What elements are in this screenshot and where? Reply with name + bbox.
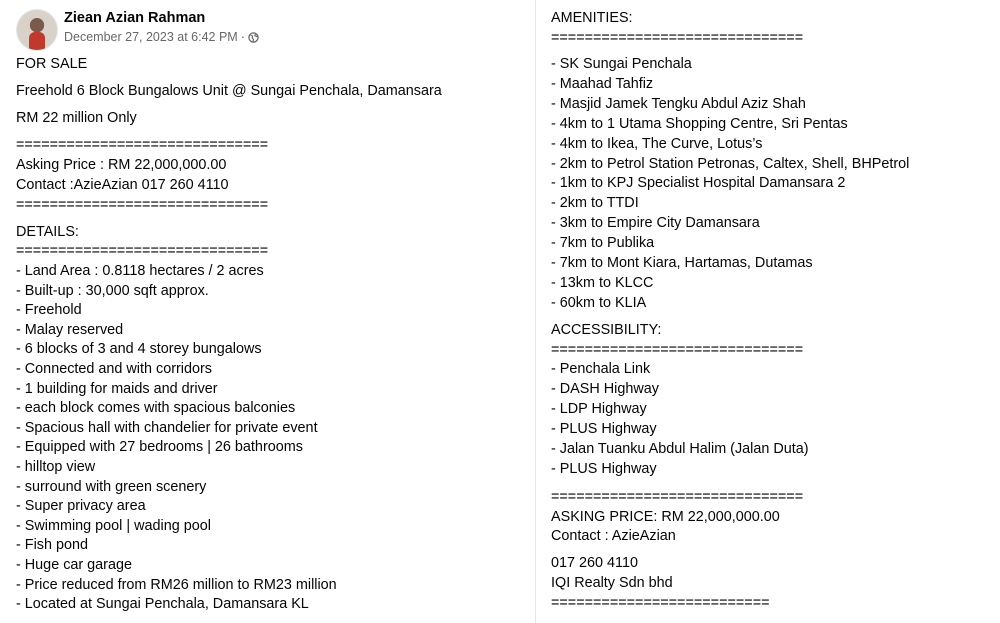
separator-line: ============================== bbox=[551, 30, 804, 46]
accessibility-list-item: - PLUS Highway bbox=[551, 420, 657, 437]
amenities-list-item: - 2km to TTDI bbox=[551, 195, 639, 212]
globe-icon[interactable] bbox=[248, 32, 259, 43]
details-list-item: - Huge car garage bbox=[16, 557, 132, 573]
details-list-item: - Swimming pool | wading pool bbox=[16, 517, 211, 534]
details-list-item: - surround with green scenery bbox=[16, 478, 207, 495]
separator-line: ========================== bbox=[551, 595, 770, 611]
asking-price-text: Asking Price : RM 22,000,000.00 bbox=[16, 157, 227, 173]
amenities-list-item: - 4km to 1 Utama Shopping Centre, Sri Pentas bbox=[551, 115, 848, 132]
details-list-item: - Connected and with corridors bbox=[16, 361, 212, 377]
details-list-item: - each block comes with spacious balconies bbox=[16, 400, 296, 417]
post-header bbox=[16, 9, 516, 49]
details-list-item: - 6 blocks of 3 and 4 storey bungalows bbox=[16, 341, 262, 358]
accessibility-list-item: - PLUS Highway bbox=[551, 460, 657, 477]
phone-text: 017 260 4110 bbox=[551, 555, 638, 571]
amenities-list-item: - 13km to KLCC bbox=[551, 274, 654, 291]
amenities-list-item: - Maahad Tahfiz bbox=[551, 75, 654, 92]
headline-text: Freehold 6 Block Bungalows Unit @ Sungai Penchala, Damansara bbox=[16, 83, 442, 99]
details-list-item: - Built-up : 30,000 sqft approx. bbox=[16, 282, 209, 299]
column-divider bbox=[535, 0, 536, 623]
meta-separator: · bbox=[240, 30, 245, 44]
separator-line: ============================== bbox=[551, 489, 804, 505]
amenities-list-item: - 4km to Ikea, The Curve, Lotus’s bbox=[551, 135, 763, 152]
contact-text: Contact :AzieAzian 017 260 4110 bbox=[16, 177, 229, 193]
amenities-list-item: - 3km to Empire City Damansara bbox=[551, 215, 760, 232]
details-heading: DETAILS: bbox=[16, 224, 79, 240]
details-list-item: - Fish pond bbox=[16, 537, 88, 554]
details-list-item: - Located at Sungai Penchala, Damansara KL bbox=[16, 596, 309, 613]
details-list-item: - Malay reserved bbox=[16, 321, 124, 338]
amenities-list-item: - Masjid Jamek Tengku Abdul Aziz Shah bbox=[551, 95, 806, 112]
post-meta bbox=[64, 30, 259, 44]
amenities-list-item: - 1km to KPJ Specialist Hospital Damansara 2 bbox=[551, 175, 846, 192]
separator-line: ============================== bbox=[16, 197, 269, 213]
amenities-list-item: - 7km to Mont Kiara, Hartamas, Dutamas bbox=[551, 255, 813, 271]
separator-line: ============================== bbox=[551, 342, 804, 358]
separator-line: ============================== bbox=[16, 137, 269, 153]
price-text: RM 22 million Only bbox=[16, 110, 137, 126]
amenities-list-item: - 2km to Petrol Station Petronas, Caltex, Shell, BHPetrol bbox=[551, 155, 910, 172]
accessibility-list-item: - Penchala Link bbox=[551, 361, 651, 377]
avatar[interactable] bbox=[16, 9, 58, 51]
details-list-item: - Freehold bbox=[16, 302, 82, 319]
accessibility-list-item: - DASH Highway bbox=[551, 380, 659, 397]
contact-text: Contact : AzieAzian bbox=[551, 528, 676, 544]
agency-text: IQI Realty Sdn bhd bbox=[551, 575, 673, 591]
amenities-list-item: - 60km to KLIA bbox=[551, 294, 647, 311]
amenities-list-item: - 7km to Publika bbox=[551, 235, 655, 252]
details-list-item: - hilltop view bbox=[16, 459, 96, 475]
accessibility-list-item: - Jalan Tuanku Abdul Halim (Jalan Duta) bbox=[551, 440, 809, 457]
amenities-list-item: - SK Sungai Penchala bbox=[551, 56, 692, 72]
amenities-heading: AMENITIES: bbox=[551, 10, 633, 26]
for-sale-text: FOR SALE bbox=[16, 56, 88, 72]
accessibility-list-item: - LDP Highway bbox=[551, 400, 647, 417]
details-list-item: - Price reduced from RM26 million to RM23 million bbox=[16, 576, 337, 593]
details-list-item: - Equipped with 27 bedrooms | 26 bathrooms bbox=[16, 439, 303, 456]
author-name[interactable]: Ziean Azian Rahman bbox=[64, 10, 206, 26]
details-list-item: - Land Area : 0.8118 hectares / 2 acres bbox=[16, 263, 264, 279]
post-timestamp[interactable]: December 27, 2023 at 6:42 PM bbox=[64, 30, 238, 44]
asking-price-text: ASKING PRICE: RM 22,000,000.00 bbox=[551, 509, 780, 525]
accessibility-heading: ACCESSIBILITY: bbox=[551, 322, 662, 338]
details-list-item: - Spacious hall with chandelier for private event bbox=[16, 419, 318, 436]
details-list-item: - Super privacy area bbox=[16, 498, 146, 515]
separator-line: ============================== bbox=[16, 243, 269, 259]
details-list-item: - 1 building for maids and driver bbox=[16, 380, 218, 397]
